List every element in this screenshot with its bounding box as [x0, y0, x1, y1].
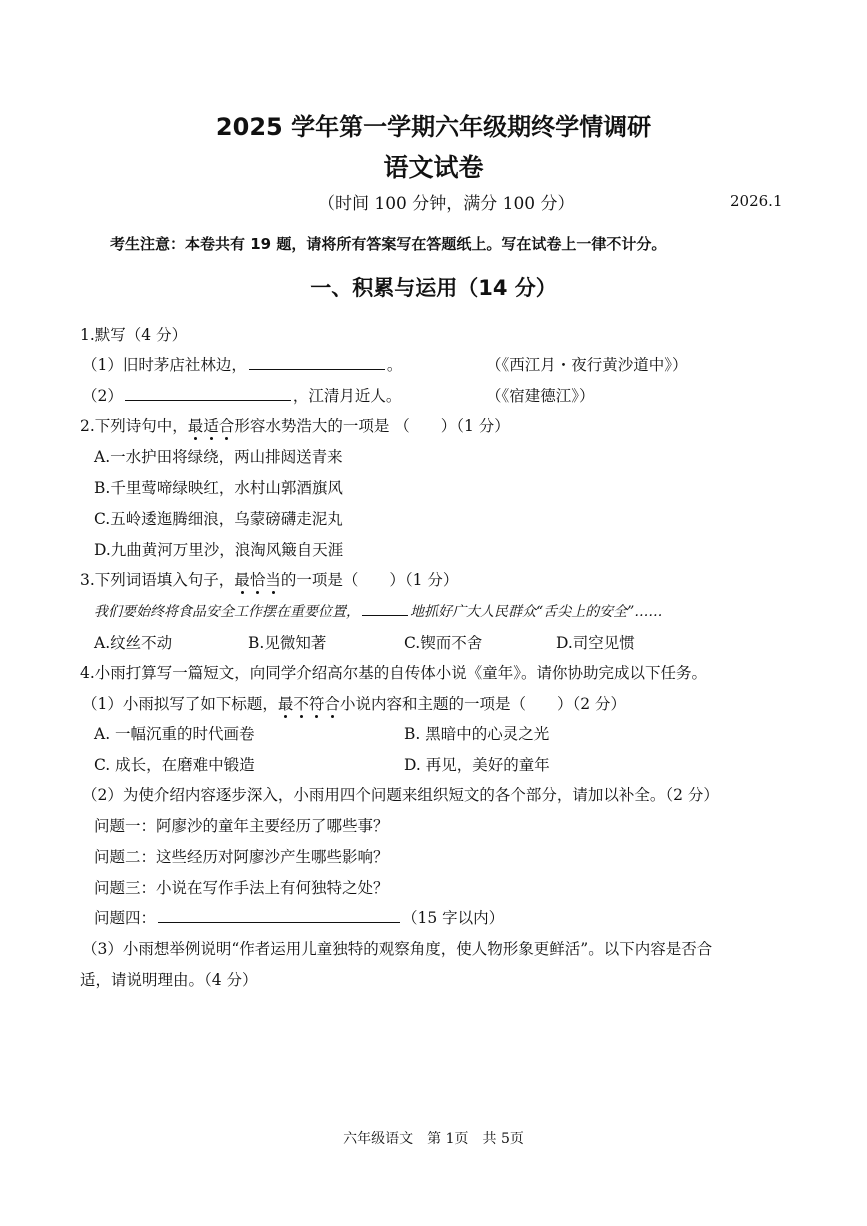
emphasis-char: 当 [265, 571, 281, 589]
emphasis-char: 符 [308, 695, 325, 713]
q1-part2-post: ，江清月近人。 [292, 387, 402, 405]
candidate-notice: 考生注意：本卷共有 19 题，请将所有答案写在答题纸上。写在试卷上一律不计分。 [110, 235, 667, 253]
q2-option-d: D.九曲黄河万里沙，浪淘风簸自天涯 [94, 541, 344, 559]
q1-part1-post: 。 [386, 356, 403, 374]
answer-blank[interactable] [362, 614, 408, 616]
q1-part2 [82, 384, 401, 406]
q4-part3-line-2: 适，请说明理由。（4 分） [80, 971, 258, 989]
q4-part2-question-2: 问题二：这些经历对阿廖沙产生哪些影响？ [94, 848, 389, 866]
answer-blank[interactable] [249, 368, 385, 370]
q3-option-c: C.锲而不舍 [404, 634, 483, 652]
exam-date: 2026.1 [730, 192, 783, 210]
q1-part1 [82, 353, 402, 375]
q2-option-a: A.一水护田将绿绕，两山排闼送青来 [94, 448, 343, 466]
q3-sentence-post: 地抓好广大人民群众“舌尖上的安全”…… [410, 604, 663, 620]
q1-part1-pre: （1）旧时茅店社林边， [82, 356, 247, 374]
page-footer: 六年级语文 第 1页 共 5页 [343, 1131, 524, 1147]
q4-part2-question-1: 问题一：阿廖沙的童年主要经历了哪些事？ [94, 817, 389, 835]
emphasis-char: 合 [324, 695, 340, 713]
q4-stem: 4.小雨打算写一篇短文，向同学介绍高尔基的自传体小说《童年》。请你协助完成以下任务。 [80, 664, 708, 682]
q1-stem: 1.默写（4 分） [80, 326, 188, 344]
q4-part1-post: 小说内容和主题的一项是（ ）（2 分） [339, 695, 626, 713]
emphasis-char: 不 [293, 695, 309, 713]
q4-part1-option-a: A. 一幅沉重的时代画卷 [94, 725, 255, 743]
q4-part1-option-d: D. 再见，美好的童年 [404, 756, 550, 774]
time-info: （时间 100 分钟，满分 100 分） [318, 194, 575, 214]
q4-part2-question-4 [94, 906, 504, 928]
q2-option-c: C.五岭逶迤腾细浪，乌蒙磅礴走泥丸 [94, 510, 343, 528]
q4-part3-line-1: （3）小雨想举例说明“作者运用儿童独特的观察角度，使人物形象更鲜活”。以下内容是否合 [82, 940, 713, 958]
q3-sentence [94, 601, 662, 621]
q3-stem-post: 的一项是（ ）（1 分） [280, 571, 459, 589]
exam-title: 2025 学年第一学期六年级期终学情调研 [215, 113, 652, 141]
q1-part2-pre: （2） [82, 387, 123, 405]
q2-option-b: B.千里莺啼绿映红，水村山郭酒旗风 [94, 479, 343, 497]
q3-stem [80, 568, 458, 590]
q4-part2-q4-pre: 问题四： [94, 909, 157, 927]
q4-part1-option-b: B. 黑暗中的心灵之光 [404, 725, 550, 743]
answer-blank[interactable] [158, 921, 400, 923]
q3-option-a: A.纹丝不动 [94, 634, 173, 652]
q4-part1-stem [82, 692, 626, 714]
answer-blank[interactable] [125, 399, 291, 401]
q3-stem-pre: 3.下列词语填入句子， [80, 571, 235, 589]
q4-part2-stem: （2）为使介绍内容逐步深入，小雨用四个问题来组织短文的各个部分，请加以补全。（2 分） [82, 786, 719, 804]
section-1-title: 一、积累与运用（14 分） [310, 276, 557, 300]
q2-stem-post: 形容水势浩大的一项是 （ ）（1 分） [234, 417, 510, 435]
q2-stem [80, 414, 510, 436]
emphasis-char: 合 [218, 417, 235, 435]
q3-sentence-pre: 我们要始终将食品安全工作摆在重要位置， [94, 604, 360, 620]
q1-part2-source: （《宿建德江》） [486, 387, 595, 405]
q4-part2-question-3: 问题三：小说在写作手法上有何独特之处？ [94, 879, 389, 897]
q4-part1-option-c: C. 成长，在磨难中锻造 [94, 756, 255, 774]
emphasis-char: 适 [203, 417, 219, 435]
q4-part1-pre: （1）小雨拟写了如下标题， [82, 695, 278, 713]
q1-part1-source: （《西江月・夜行黄沙道中》） [486, 356, 688, 374]
emphasis-char: 恰 [249, 571, 266, 589]
exam-subtitle: 语文试卷 [383, 153, 484, 182]
q3-option-b: B.见微知著 [248, 634, 327, 652]
q3-option-d: D.司空见惯 [556, 634, 635, 652]
q4-part2-q4-post: （15 字以内） [402, 909, 505, 927]
emphasis-char: 最 [234, 571, 250, 589]
emphasis-char: 最 [277, 695, 294, 713]
q2-stem-pre: 2.下列诗句中， [80, 417, 188, 435]
emphasis-char: 最 [187, 417, 204, 435]
